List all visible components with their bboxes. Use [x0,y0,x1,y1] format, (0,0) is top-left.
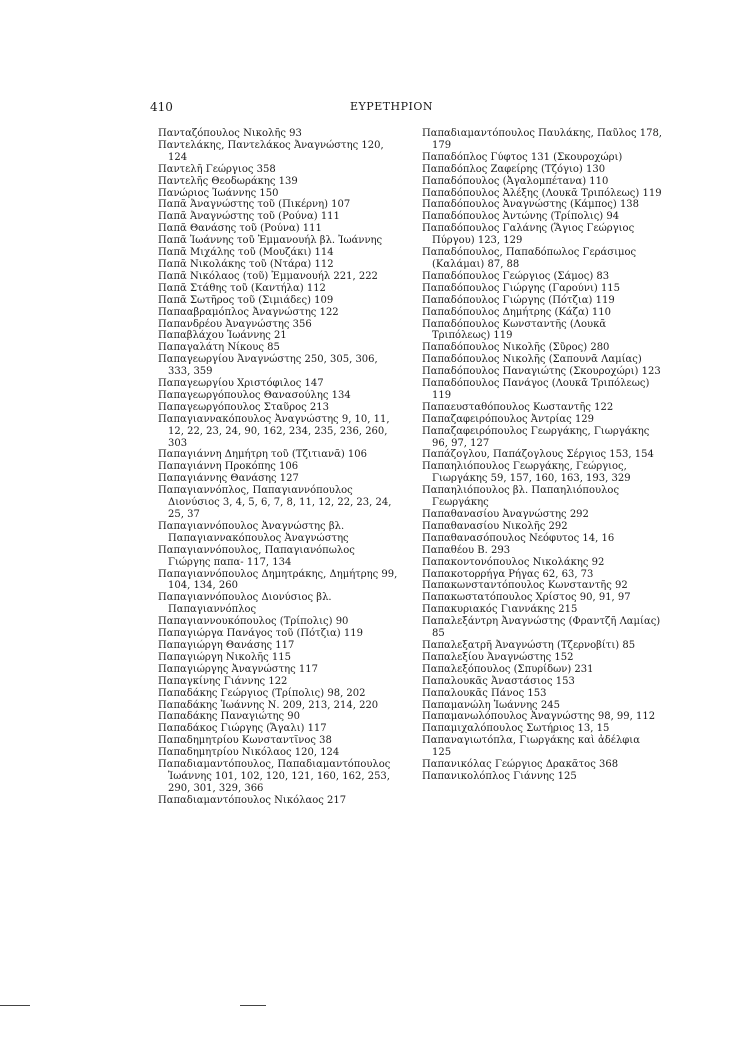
index-entry: Παπακωνσταντόπουλος Κωνσταντῆς 92 [422,580,628,592]
index-entry: Παπᾶ Νικόλαος (τοῦ) Ἐμμανουήλ 221, 222 [158,270,378,282]
index-entry: Παπαδάκος Γιώργης (Ἄγαλι) 117 [158,723,327,735]
index-entry: Παπαδόπουλος Γιώργης (Πότζια) 119 [422,294,615,306]
index-entry: Παπαγιαννακόπουλος Ἀναγνώστης 9, 10, 11, 12, 22, 23, 24, 90, 162, 234, 235, 236, 260, 303 [158,413,390,449]
index-entry: Παπαηλιόπουλος Γεωργάκης, Γεώργιος, Γιωργάκης 59, 157, 160, 163, 193, 329 [422,461,631,485]
index-entry: Παπαλεξατρῆ Ἀναγνώστη (Τζερνοβίτι) 85 [422,639,636,651]
index-entry: Παπαδόπουλος Παναγιώτης (Σκουροχώρι) 123 [422,366,661,378]
right-index-column [422,128,662,783]
index-entry: Παπᾶ Θανάσης τοῦ (Ρούνα) 111 [158,223,322,235]
index-entry: Παπᾶ Ἀναγνώστης τοῦ (Ρούνα) 111 [158,211,340,223]
index-entry: Παπανδρέου Ἀναγνώστης 356 [158,318,312,330]
index-entry: Παπαθανασίου Ἀναγνώστης 292 [422,509,589,520]
index-entry: Παπαδιαμαντόπουλος, Παπαδιαμαντόπουλος Ἰωάννης 101, 102, 120, 121, 160, 162, 253, 290, 301, 329, 366 [158,759,391,794]
index-entry: Παπαδόπουλος Ἀλέξης (Λουκᾶ Τριπόλεως) 119 [422,187,662,199]
index-entry: Παπαδόπουλος, Παπαδόπωλος Γεράσιμος (Καλάμαι) 87, 88 [422,247,637,270]
index-entry: Παπαγεωργόπουλος Θανασούλης 134 [158,389,351,401]
index-entry: Παπᾶ Ἰωάννης τοῦ Ἐμμανουήλ βλ. Ἰωάννης [158,235,383,247]
index-entry: Παπαγιώργη Θανάσης 117 [158,639,295,651]
index-entry: Παντελῆ Γεώργιος 358 [158,163,276,175]
index-entry: Παπαευσταθόπουλος Κωσταντῆς 122 [422,401,614,413]
index-entry: Παπαγιαννόπουλος Διονύσιος βλ. Παπαγιαννόπλος [158,592,332,616]
index-entry: Παπαδημητρίου Κωνσταντῖνος 38 [158,735,332,747]
index-entry: Παντελῆς Θεοδωράκης 139 [158,175,298,187]
index-entry: Παπαγιάννης Θανάσης 127 [158,473,299,485]
index-entry: Παπαγιάννη Δημήτρη τοῦ (Τζιτιανᾶ) 106 [158,449,367,461]
index-entry: Παπακοτορρήγα Ρήγας 62, 63, 73 [422,568,594,580]
index-entry: Παπακοντονόπουλος Νικολάκης 92 [422,556,605,568]
index-entry: Πανώριος Ἰωάννης 150 [158,187,279,199]
index-entry: Παπαδάκης Γεώργιος (Τρίπολις) 98, 202 [158,687,366,699]
index-entry: Πανταζόπουλος Νικολῆς 93 [158,128,302,139]
index-entry: Παπαδόπουλος Ἀντώνης (Τρίπολις) 94 [422,211,620,223]
index-entry: Παπαγιαννουκόπουλος (Τρίπολις) 90 [158,616,349,628]
index-entry: Παπαγεωργίου Ἀναγνώστης 250, 305, 306, 333, 359 [158,354,378,378]
index-entry: Παπαγεωργίου Χριστόφιλος 147 [158,378,324,390]
index-entry: Παπᾶ Νικολάκης τοῦ (Ντάρα) 112 [158,258,334,270]
index-entry: Παπαθέου Β. 293 [422,544,511,556]
index-entry: Παπακυριακός Γιαννάκης 215 [422,604,578,616]
index-entry: Παπαγιαννόπουλος Δημητράκης, Δημήτρης 99, 104, 134, 260 [158,568,398,592]
page-number: 410 [150,100,173,114]
index-entry: Παπαγεωργόπουλος Σταῦρος 213 [158,401,329,413]
index-entry: Παπαμιχαλόπουλος Σωτήριος 13, 15 [422,723,610,735]
index-entry: Παπαδάκης Ἰωάννης Ν. 209, 213, 214, 220 [158,699,379,711]
index-entry: Παπαδόπουλος Γεώργιος (Σάμος) 83 [422,270,610,282]
index-entry: Παπααβραμόπλος Ἀναγνώστης 122 [158,306,339,318]
index-entry: Παπαλουκᾶς Πάνος 153 [422,687,547,699]
index-entry: Παπαδόπουλος Ἀναγνώστης (Κάμπος) 138 [422,199,640,211]
index-entry: Παπᾶ Στάθης τοῦ (Καντήλα) 112 [158,282,326,294]
index-entry: Παπαζαφειρόπουλος Γεωργάκης, Γιωργάκης 96, 97, 127 [422,425,650,449]
index-entry: Παπαδόπουλος Γιώργης (Γαρούνι) 115 [422,282,621,294]
index-entry: Παπαλουκᾶς Ἀναστάσιος 153 [422,675,575,687]
index-entry: Παπαγιάννη Προκόπης 106 [158,461,299,473]
index-entry: Παπαδόπουλος (Ἀγαλομπέτανα) 110 [422,175,609,187]
left-index-column [158,128,398,807]
index-entry: Παπαγιαννόπουλος, Παπαγιανόπωλος Γιώργης παπα- 117, 134 [158,544,355,568]
index-entry: Παπαδιαμαντόπουλος Παυλάκης, Παῦλος 178, 179 [422,128,662,151]
index-entry: Παπαλεξίου Ἀναγνώστης 152 [422,651,574,663]
index-entry: Παπαδιαμαντόπουλος Νικόλαος 217 [158,794,347,806]
index-entry: Παντελάκης, Παντελάκος Ἀναγνώστης 120, 124 [158,139,384,163]
index-entry: Παπαθανασίου Νικολῆς 292 [422,520,568,532]
running-title: ΕΥΡΕΤΗΡΙΟΝ [350,100,434,113]
index-entry: Παπᾶ Μιχάλης τοῦ (Μουζάκι) 114 [158,247,334,259]
index-entry: Παπαδόπουλος Δημήτρης (Κάζα) 110 [422,306,611,318]
index-entry: Παπάζογλου, Παπάζογλους Σέργιος 153, 154 [422,449,654,461]
index-entry: Παπαδόπουλος Νικολῆς (Σαπουνᾶ Λαμίας) [422,354,642,366]
index-entry: Παπαδόπλος Ζαφείρης (Τζόγιο) 130 [422,163,606,175]
index-entry: Παπαγιαννόπλος, Παπαγιαννόπουλος Διονύσιος 3, 4, 5, 6, 7, 8, 11, 12, 22, 23, 24, 25, 37 [158,485,392,520]
index-entry: Παπαγκίνης Γιάννης 122 [158,675,288,687]
index-entry: Παπαγιώργη Νικολῆς 115 [158,651,292,663]
index-entry: Παπανικολόπλος Γιάννης 125 [422,770,577,782]
index-entry: Παπαγιαννόπουλος Ἀναγνώστης βλ. Παπαγιαννακόπουλος Ἀναγνώστης [158,520,349,544]
index-entry: Παπαναγιωτόπλα, Γιωργάκης καὶ ἀδέλφια 125 [422,735,640,759]
index-entry: Παπαδόπλος Γύφτος 131 (Σκουροχώρι) [422,151,623,163]
index-entry: Παπαγιώργα Πανάγος τοῦ (Πότζια) 119 [158,628,363,640]
index-entry: Παπαγιώργης Ἀναγνώστης 117 [158,663,318,675]
index-entry: Παπαλεξάντρη Ἀναγνώστης (Φραντζῆ Λαμίας) 85 [422,616,661,640]
index-entry: Παπᾶ Ἀναγνώστης τοῦ (Πικέρνη) 107 [158,199,351,211]
index-entry: Παπαζαφειρόπουλος Ἀντρίας 129 [422,413,595,425]
index-entry: Παπᾶ Σωτῆρος τοῦ (Σιμιάδες) 109 [158,294,334,306]
index-entry: Παπαμανώλη Ἰωάννης 245 [422,699,560,711]
footer-rule-mid [240,1005,266,1006]
index-entry: Παπαγαλάτη Νίκους 85 [158,342,280,354]
index-entry: Παπαλεξόπουλος (Σπυρίδων) 231 [422,663,594,675]
index-entry: Παπαθανασόπουλος Νεόφυτος 14, 16 [422,532,615,544]
index-entry: Παπαδημητρίου Νικόλαος 120, 124 [158,747,340,759]
index-entry: Παπαδόπουλος Πανάγος (Λουκᾶ Τριπόλεως) 119 [422,378,650,401]
index-entry: Παπακωστατόπουλος Χρίστος 90, 91, 97 [422,592,631,604]
index-entry: Παπαδόπουλος Γαλάνης (Ἅγιος Γεώργιος Πύργου) 123, 129 [422,223,635,247]
index-entry: Παπαμανωλόπουλος Ἀναγνώστης 98, 99, 112 [422,711,656,723]
index-entry: Παπαηλιόπουλος βλ. Παπαηλιόπουλος Γεωργάκης [422,485,620,509]
index-entry: Παπαδόπουλος Κωνσταντῆς (Λουκᾶ Τριπόλεως) 119 [422,318,607,342]
index-entry: Παπανικόλας Γεώργιος Δρακᾶτος 368 [422,759,619,771]
index-entry: Παπαβλάχου Ἰωάννης 21 [158,330,287,342]
index-entry: Παπαδάκης Παναγιώτης 90 [158,711,300,723]
index-entry: Παπαδόπουλος Νικολῆς (Σῦρος) 280 [422,342,610,354]
footer-rule-left [0,1005,30,1006]
